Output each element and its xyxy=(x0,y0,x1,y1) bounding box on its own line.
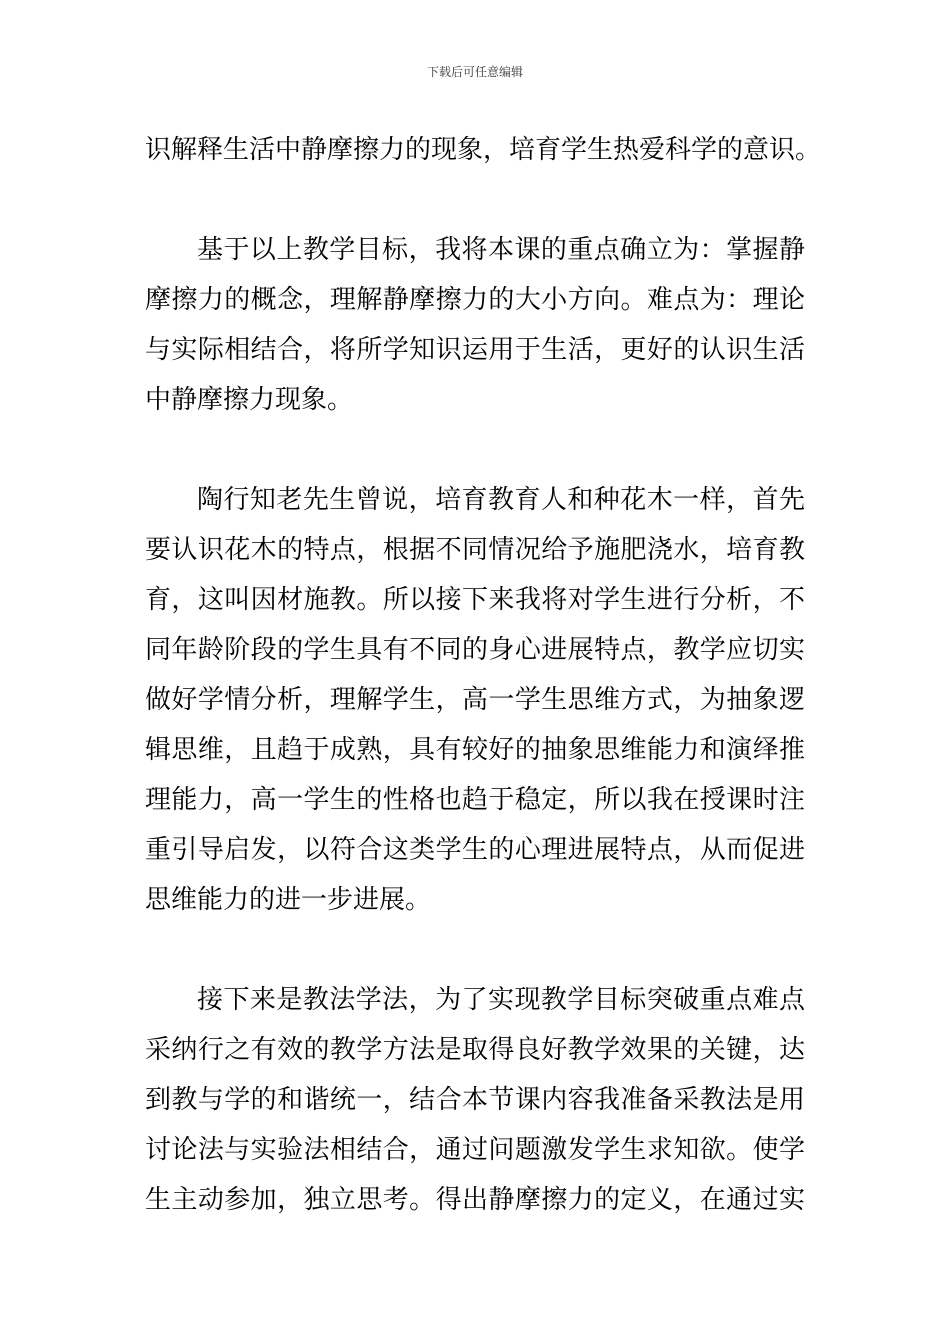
paragraph-line: 识解释生活中静摩擦力的现象，培育学生热爱科学的意识。 xyxy=(145,135,822,165)
paragraph-line: 重引导启发，以符合这类学生的心理进展特点，从而促进 xyxy=(145,835,805,865)
paragraph-line: 理能力，高一学生的性格也趋于稳定，所以我在授课时注 xyxy=(145,785,805,815)
paragraph-line: 做好学情分析，理解学生，高一学生思维方式，为抽象逻 xyxy=(145,685,805,715)
paragraph-line: 接下来是教法学法，为了实现教学目标突破重点难点 xyxy=(197,985,805,1015)
paragraph-line: 陶行知老先生曾说，培育教育人和种花木一样，首先 xyxy=(197,485,805,515)
paragraph-line: 思维能力的进一步进展。 xyxy=(145,885,432,915)
paragraph-line: 中静摩擦力现象。 xyxy=(145,385,354,415)
paragraph-line: 到教与学的和谐统一，结合本节课内容我准备采教法是用 xyxy=(145,1085,805,1115)
paragraph-line: 采纳行之有效的教学方法是取得良好教学效果的关键，达 xyxy=(145,1035,805,1065)
paragraph-line: 与实际相结合，将所学知识运用于生活，更好的认识生活 xyxy=(145,335,805,365)
paragraph-line: 辑思维，且趋于成熟，具有较好的抽象思维能力和演绎推 xyxy=(145,735,805,765)
paragraph-line: 育，这叫因材施教。所以接下来我将对学生进行分析，不 xyxy=(145,585,805,615)
page-header: 下载后可任意编辑 xyxy=(426,65,523,79)
paragraph-line: 生主动参加，独立思考。得出静摩擦力的定义，在通过实 xyxy=(145,1185,805,1215)
paragraph-line: 基于以上教学目标，我将本课的重点确立为：掌握静 xyxy=(197,235,805,265)
paragraph-line: 同年龄阶段的学生具有不同的身心进展特点，教学应切实 xyxy=(145,635,805,665)
paragraph-line: 摩擦力的概念，理解静摩擦力的大小方向。难点为：理论 xyxy=(145,285,805,315)
paragraph-line: 要认识花木的特点，根据不同情况给予施肥浇水，培育教 xyxy=(145,535,805,565)
paragraph-line: 讨论法与实验法相结合，通过问题激发学生求知欲。使学 xyxy=(145,1135,805,1165)
